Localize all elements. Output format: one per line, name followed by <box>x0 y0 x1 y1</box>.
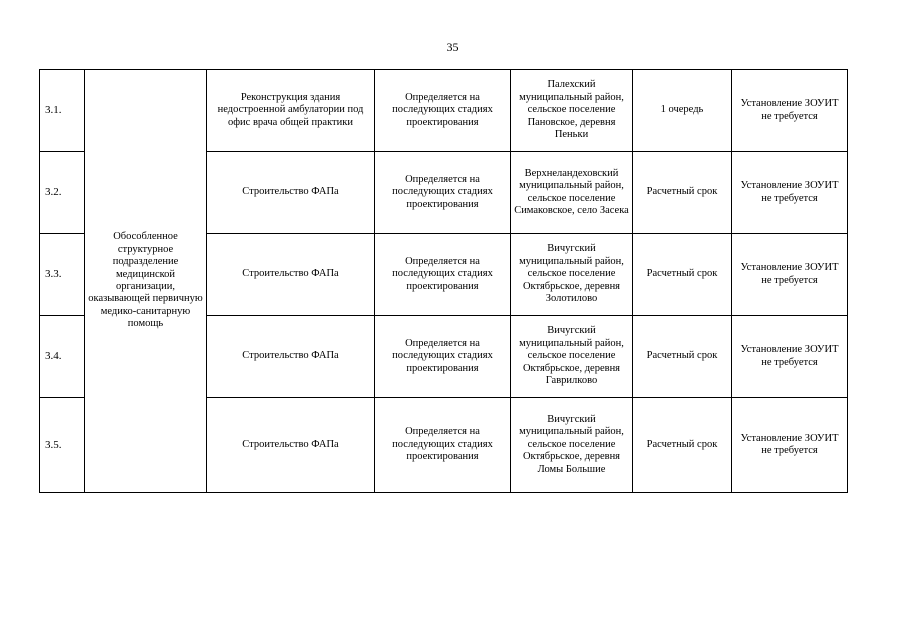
term-cell: Расчетный срок <box>633 316 732 398</box>
purpose-cell: Строительство ФАПа <box>207 234 375 316</box>
zone-cell: Установление ЗОУИТ не требуется <box>732 398 848 493</box>
table-row <box>40 70 848 152</box>
location-cell: Вичугский муниципальный район, сельское поселение Октябрьское, деревня Ломы Большие <box>511 398 633 493</box>
zone-cell: Установление ЗОУИТ не требуется <box>732 316 848 398</box>
term-cell: Расчетный срок <box>633 152 732 234</box>
characteristics-cell: Определяется на последующих стадиях проектирования <box>375 398 511 493</box>
zone-cell: Установление ЗОУИТ не требуется <box>732 234 848 316</box>
location-cell: Вичугский муниципальный район, сельское поселение Октябрьское, деревня Золотилово <box>511 234 633 316</box>
characteristics-cell: Определяется на последующих стадиях проектирования <box>375 70 511 152</box>
characteristics-cell: Определяется на последующих стадиях проектирования <box>375 234 511 316</box>
term-cell: 1 очередь <box>633 70 732 152</box>
object-type-cell: Обособленное структурное подразделение медицинской организации, оказывающей первичную медико-санитарную помощь <box>85 70 207 493</box>
location-cell: Верхнеландеховский муниципальный район, сельское поселение Симаковское, село Засека <box>511 152 633 234</box>
row-number: 3.1. <box>40 70 85 152</box>
location-cell: Палехский муниципальный район, сельское поселение Пановское, деревня Пеньки <box>511 70 633 152</box>
purpose-cell: Строительство ФАПа <box>207 316 375 398</box>
row-number: 3.4. <box>40 316 85 398</box>
purpose-cell: Реконструкция здания недостроенной амбулатории под офис врача общей практики <box>207 70 375 152</box>
row-number: 3.3. <box>40 234 85 316</box>
term-cell: Расчетный срок <box>633 398 732 493</box>
row-number: 3.2. <box>40 152 85 234</box>
term-cell: Расчетный срок <box>633 234 732 316</box>
location-cell: Вичугский муниципальный район, сельское поселение Октябрьское, деревня Гаврилково <box>511 316 633 398</box>
objects-table <box>39 69 848 493</box>
characteristics-cell: Определяется на последующих стадиях проектирования <box>375 316 511 398</box>
row-number: 3.5. <box>40 398 85 493</box>
purpose-cell: Строительство ФАПа <box>207 152 375 234</box>
purpose-cell: Строительство ФАПа <box>207 398 375 493</box>
zone-cell: Установление ЗОУИТ не требуется <box>732 70 848 152</box>
characteristics-cell: Определяется на последующих стадиях проектирования <box>375 152 511 234</box>
zone-cell: Установление ЗОУИТ не требуется <box>732 152 848 234</box>
page-number: 35 <box>446 40 459 54</box>
